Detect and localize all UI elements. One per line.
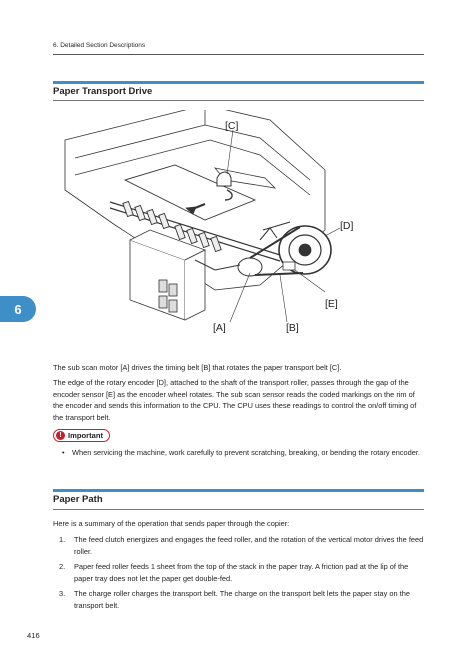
step-text: The charge roller charges the transport belt. The charge on the transport belt lets the paper stay on the transport belt. [74, 589, 410, 610]
callout-d: [D] [340, 220, 354, 232]
important-badge [53, 429, 110, 442]
step-number: 2. [59, 562, 66, 572]
running-header: 6. Detailed Section Descriptions [53, 42, 146, 49]
mechanism-illustration [55, 110, 385, 350]
paragraph-rotary-encoder: The edge of the rotary encoder [D], attached to the shaft of the transport roller, passes through the gap of the encoder sensor [E] as the encoder wheel rotates. The sub scan sensor reads the coded markings on the rim of the encoder and sends this information to the CPU. The CPU uses these readings to control the on/off timing of the transport belt. [53, 378, 417, 422]
callout-b: [B] [286, 322, 299, 334]
exclamation-icon: ! [56, 431, 65, 440]
step-number: 3. [59, 589, 66, 599]
section-title-paper-transport-drive: Paper Transport Drive [53, 86, 153, 97]
section-rule [53, 100, 424, 101]
paper-path-intro: Here is a summary of the operation that sends paper through the copier: [53, 519, 290, 528]
header-rule [53, 54, 424, 55]
paper-path-steps [53, 534, 424, 616]
list-item [53, 588, 424, 611]
important-bullet-text: When servicing the machine, work carefully to prevent scratching, breaking, or bending the rotary encoder. [72, 448, 420, 457]
step-text: Paper feed roller feeds 1 sheet from the top of the stack in the paper tray. A friction pad at the lip of the paper tray does not let the paper get double-fed. [74, 562, 409, 583]
list-item [53, 561, 424, 584]
callout-a: [A] [213, 322, 226, 334]
chapter-tab: 6 [0, 296, 36, 322]
important-label: Important [68, 431, 104, 440]
callout-e: [E] [325, 298, 338, 310]
list-item [53, 534, 424, 557]
page-number: 416 [27, 631, 40, 640]
step-text: The feed clutch energizes and engages the feed roller, and the rotation of the vertical motor drives the feed roller. [74, 535, 424, 556]
bullet-dot-icon: • [62, 448, 65, 457]
section-title-paper-path: Paper Path [53, 494, 103, 505]
paper-transport-drive-figure [55, 110, 385, 350]
section-bar [53, 489, 424, 492]
callout-c: [C] [225, 120, 239, 132]
section-bar [53, 81, 424, 84]
section-rule [53, 509, 424, 510]
step-number: 1. [59, 535, 66, 544]
important-bullet [62, 447, 422, 459]
paragraph-sub-scan-motor: The sub scan motor [A] drives the timing belt [B] that rotates the paper transport belt [C]. [53, 363, 342, 372]
